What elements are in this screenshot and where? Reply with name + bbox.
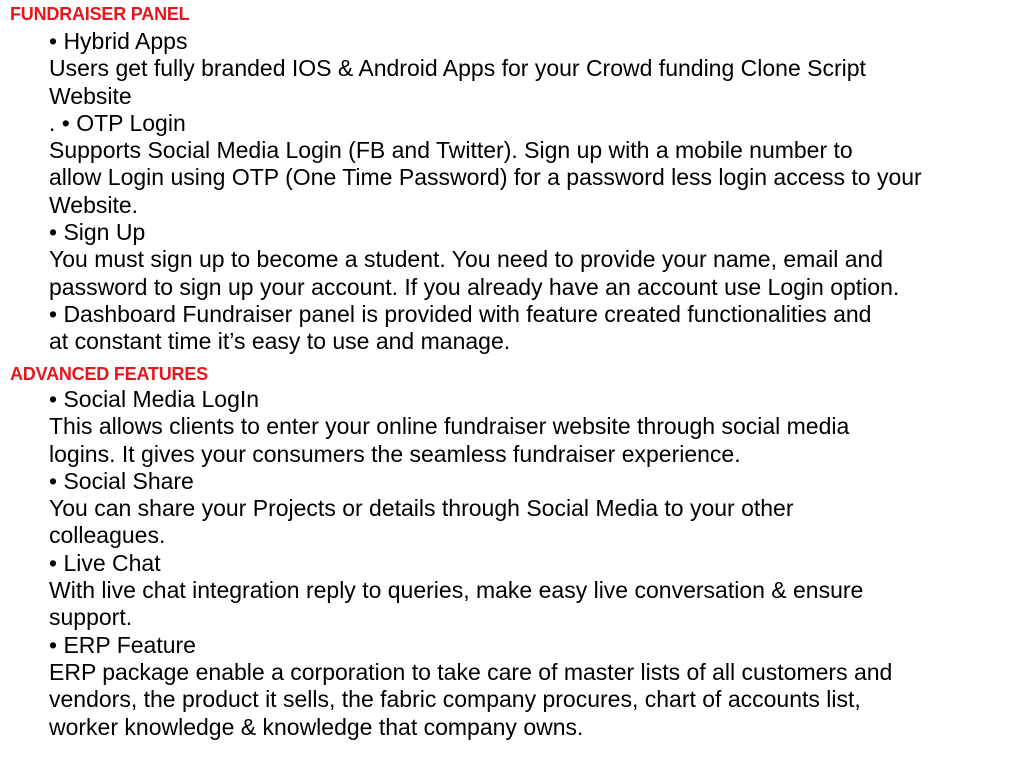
bullet-otp-login: . • OTP Login: [49, 109, 186, 136]
text-line: password to sign up your account. If you already have an account use Login option.: [49, 273, 900, 300]
text-line: worker knowledge & knowledge that company owns.: [49, 713, 584, 740]
text-line: support.: [49, 604, 133, 631]
text-line: Users get fully branded IOS & Android Apps for your Crowd funding Clone Script: [49, 55, 866, 82]
bullet-sign-up: • Sign Up: [49, 219, 146, 246]
bullet-social-share: • Social Share: [49, 467, 194, 494]
section-heading-advanced-features: ADVANCED FEATURES: [10, 364, 208, 384]
bullet-erp-feature: • ERP Feature: [49, 631, 196, 658]
section-heading-fundraiser-panel: FUNDRAISER PANEL: [10, 4, 190, 24]
bullet-live-chat: • Live Chat: [49, 549, 161, 576]
text-line: Website.: [49, 191, 139, 218]
fundraiser-panel-body: [49, 28, 1014, 356]
advanced-features-body: [49, 386, 1014, 741]
text-line: allow Login using OTP (One Time Password) for a password less login access to your: [49, 164, 922, 191]
text-line: ERP package enable a corporation to take care of master lists of all customers and: [49, 658, 893, 685]
bullet-social-media-login: • Social Media LogIn: [49, 386, 260, 412]
text-line: Supports Social Media Login (FB and Twitter). Sign up with a mobile number to: [49, 137, 853, 164]
text-line: You must sign up to become a student. You need to provide your name, email and: [49, 246, 884, 273]
text-line: vendors, the product it sells, the fabric company procures, chart of accounts list,: [49, 686, 861, 713]
text-line: at constant time it’s easy to use and manage.: [49, 328, 511, 355]
bullet-hybrid-apps: • Hybrid Apps: [49, 28, 188, 54]
bullet-dashboard: • Dashboard Fundraiser panel is provided with feature created functionalities and: [49, 300, 872, 327]
text-line: colleagues.: [49, 522, 166, 549]
text-line: This allows clients to enter your online fundraiser website through social media: [49, 413, 850, 440]
text-line: With live chat integration reply to queries, make easy live conversation & ensure: [49, 577, 864, 604]
text-line: You can share your Projects or details through Social Media to your other: [49, 495, 794, 522]
text-line: logins. It gives your consumers the seamless fundraiser experience.: [49, 440, 741, 467]
text-line: Website: [49, 82, 132, 109]
